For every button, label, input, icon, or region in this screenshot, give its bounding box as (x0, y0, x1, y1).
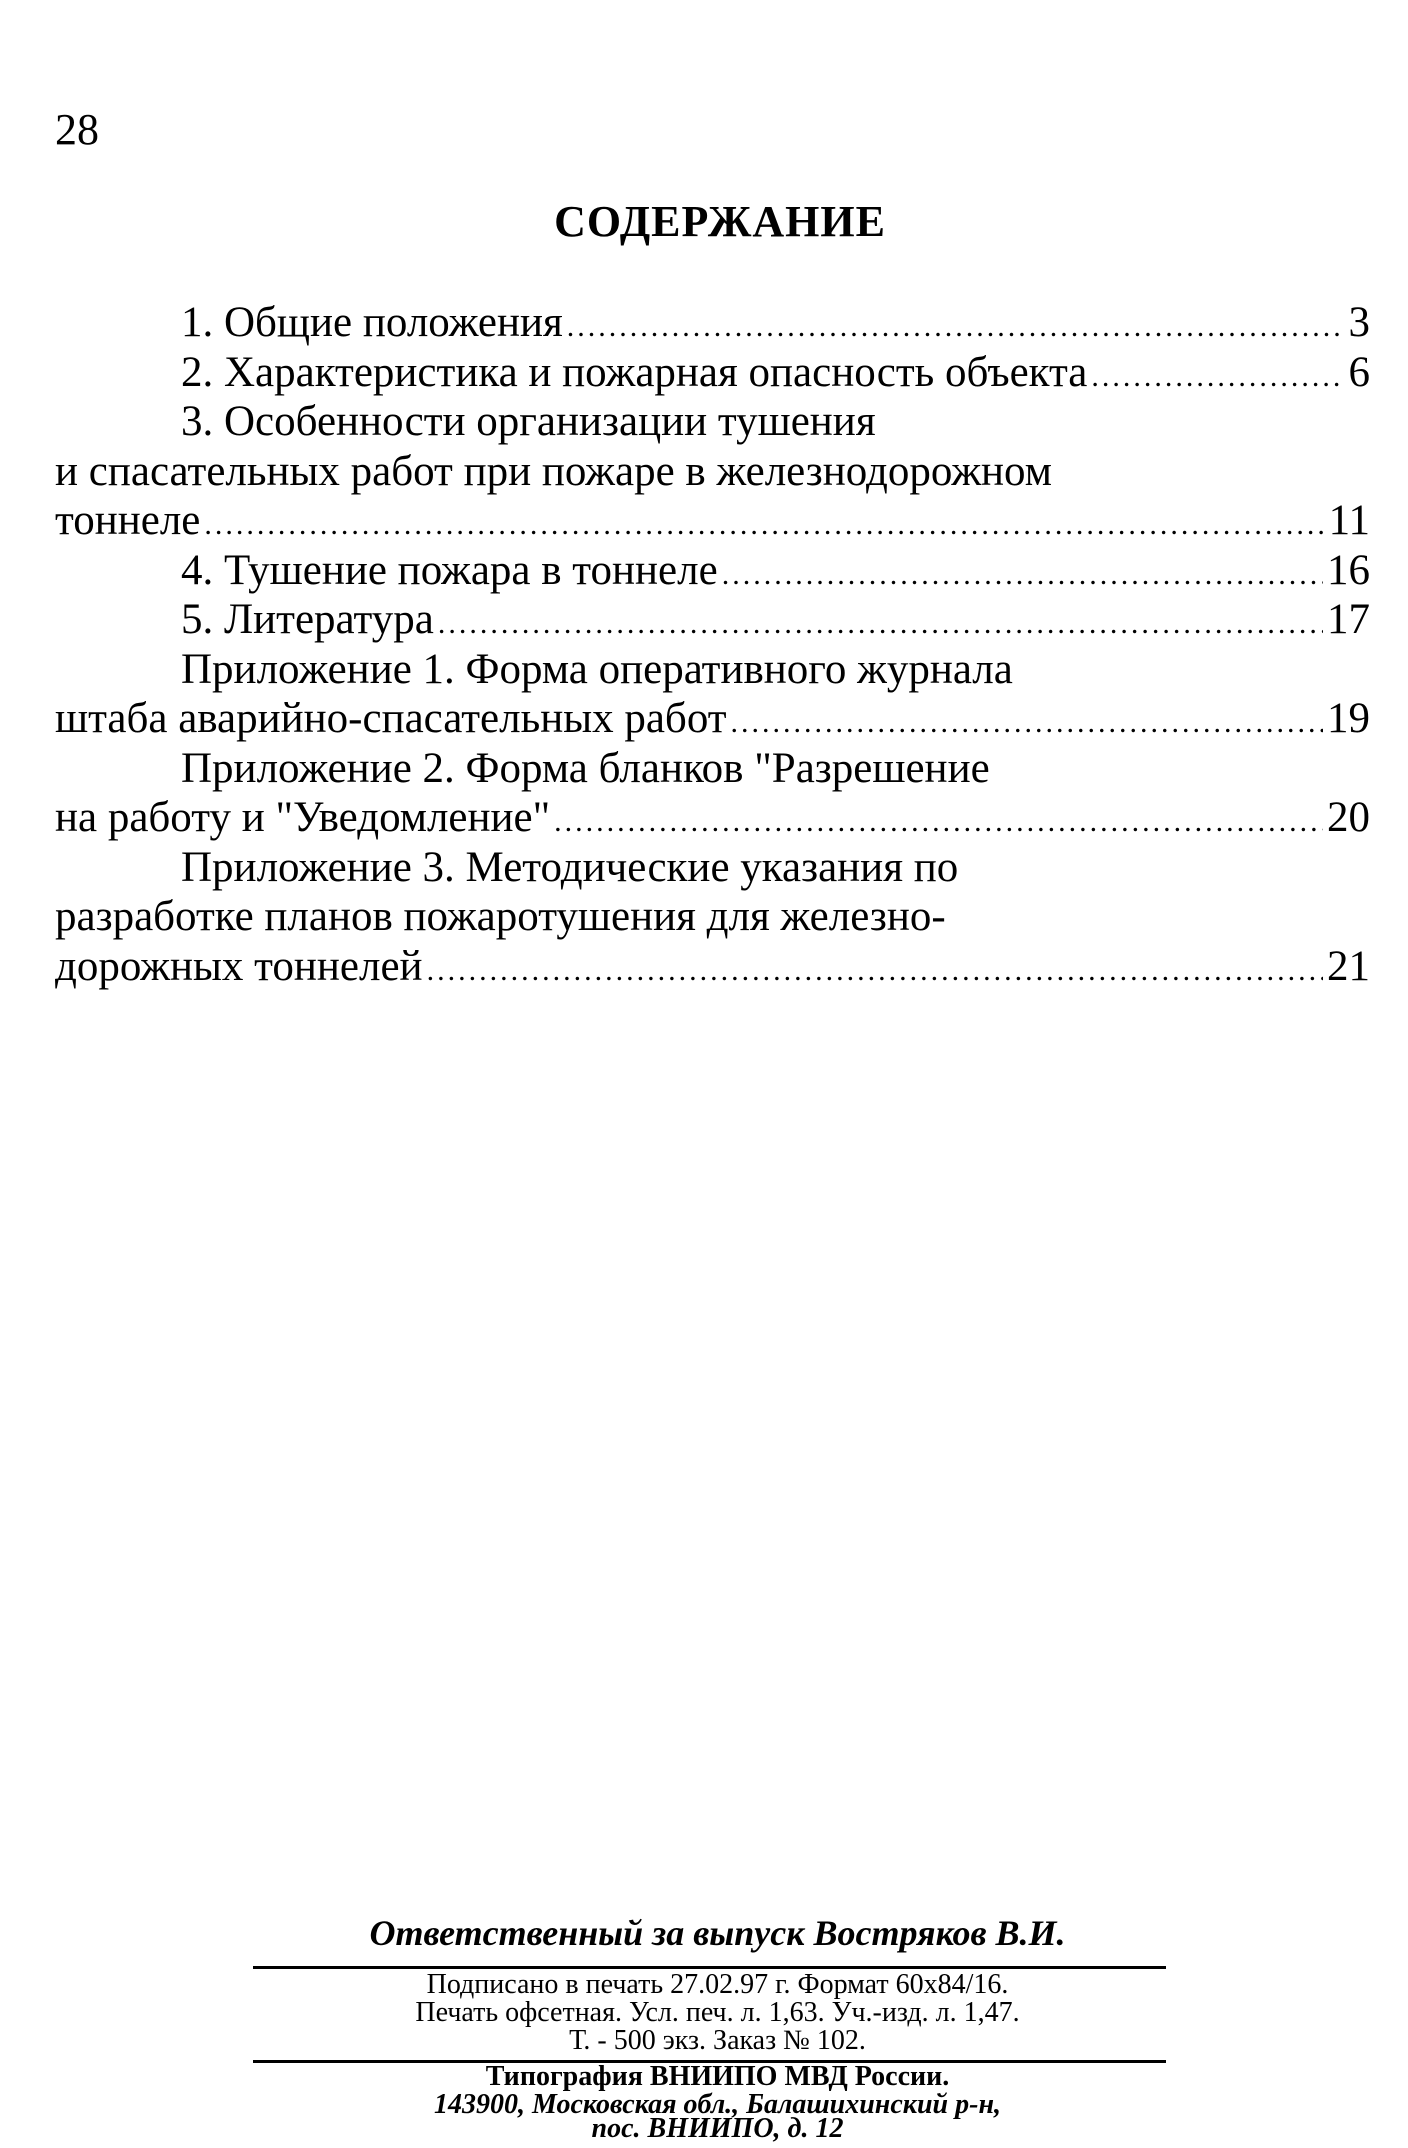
toc-entry-text: штаба аварийно-спасательных работ (55, 695, 727, 742)
press-title: Типография ВНИИПО МВД России. (485, 2061, 950, 2092)
toc-entry-text: 3. Особенности организации тушения (181, 398, 876, 445)
press-name (245, 2062, 1190, 2092)
press-settlement-text: пос. ВНИИПО, д. 12 (591, 2113, 844, 2144)
dot-leader (1091, 362, 1344, 392)
toc-entry-text: тоннеле (55, 497, 201, 544)
toc-entry (55, 892, 1370, 942)
imprint-line-2: Печать офсетная. Усл. печ. л. 1,63. Уч.-изд. л. 1,47. (415, 1997, 1020, 2028)
responsible-line: Ответственный за выпуск Востряков В.И. (369, 1913, 1066, 1953)
toc-entry-text: на работу и "Уведомление" (55, 794, 551, 841)
toc-entry (55, 843, 1370, 893)
toc-entry-page: 21 (1327, 942, 1370, 990)
dot-leader (204, 510, 1324, 540)
toc-entry-page: 19 (1327, 695, 1370, 742)
table-of-contents (55, 298, 1370, 991)
toc-entry-text: 1. Общие положения (181, 299, 563, 346)
toc-entry (55, 496, 1370, 546)
dot-leader (554, 807, 1323, 837)
toc-entry-page: 6 (1348, 348, 1370, 396)
toc-entry-text: Приложение 2. Форма бланков "Разрешение (181, 744, 990, 792)
toc-entry-text: 4. Тушение пожара в тоннеле (181, 546, 718, 594)
toc-entry-page: 16 (1327, 546, 1370, 594)
toc-entry (55, 645, 1370, 695)
dot-leader (731, 708, 1323, 738)
page-title: СОДЕРЖАНИЕ (554, 197, 886, 246)
page-number: 28 (55, 105, 99, 154)
toc-entry-text: дорожных тоннелей (55, 942, 423, 990)
dot-leader (722, 560, 1323, 590)
toc-entry-page: 3 (1348, 299, 1370, 346)
toc-entry (55, 793, 1370, 843)
toc-entry (55, 447, 1370, 497)
toc-entry-text: Приложение 1. Форма оперативного журнала (181, 645, 1013, 693)
toc-entry (55, 744, 1370, 794)
toc-entry-text: Приложение 3. Методические указания по (181, 843, 959, 891)
toc-entry (55, 942, 1370, 992)
toc-entry (55, 546, 1370, 596)
toc-entry-page: 17 (1327, 596, 1370, 643)
toc-entry-text: 2. Характеристика и пожарная опасность объекта (181, 348, 1088, 396)
toc-entry-page: 20 (1327, 794, 1370, 841)
toc-entry (55, 348, 1370, 398)
imprint-line-3: Т. - 500 экз. Заказ № 102. (569, 2025, 866, 2056)
dot-leader (438, 609, 1323, 639)
toc-entry-page: 11 (1328, 497, 1370, 544)
toc-entry-text: 5. Литература (181, 596, 434, 643)
dot-leader (427, 956, 1323, 986)
press-settlement (245, 2114, 1190, 2144)
toc-entry (55, 694, 1370, 744)
imprint-line-1: Подписано в печать 27.02.97 г. Формат 60x84/16. (426, 1969, 1009, 2000)
toc-entry-text: и спасательных работ при пожаре в железнодорожном (55, 447, 1052, 495)
press-address-text: 143900, Московская обл., Балашихинский р-н, (434, 2089, 1001, 2120)
toc-entry-text: разработке планов пожаротушения для железно- (55, 893, 946, 940)
dot-leader (567, 312, 1345, 342)
toc-entry (55, 397, 1370, 447)
toc-entry (55, 298, 1370, 348)
toc-entry (55, 595, 1370, 645)
